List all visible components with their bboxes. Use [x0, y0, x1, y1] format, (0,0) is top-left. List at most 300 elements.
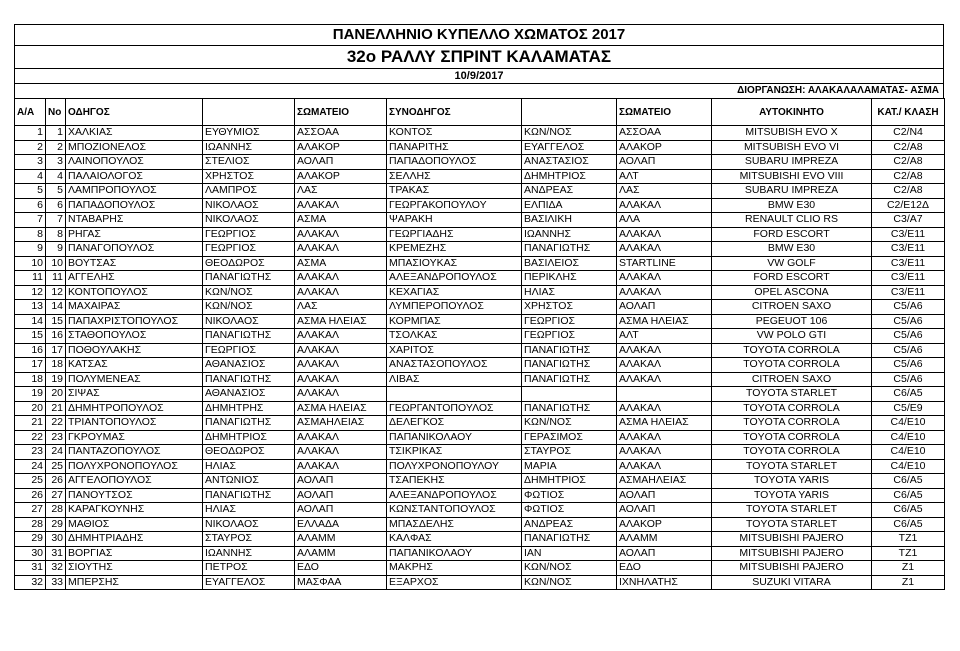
- cell-driver-club: ΛΑΣ: [295, 184, 387, 199]
- cell-car: CITROEN SAXO: [712, 300, 872, 315]
- table-row: [15, 532, 945, 547]
- cell-driver-firstname: ΝΙΚΟΛΑΟΣ: [203, 213, 295, 228]
- cell-codriver-club: ΑΟΛΑΠ: [617, 546, 712, 561]
- cell-aa: 14: [15, 314, 46, 329]
- cell-no: 3: [46, 155, 66, 170]
- cell-driver-surname: ΚΑΡΑΓΚΟΥΝΗΣ: [66, 503, 203, 518]
- cell-codriver-firstname: ΦΩΤΙΟΣ: [522, 503, 617, 518]
- cell-no: 10: [46, 256, 66, 271]
- cell-codriver-firstname: ΠΑΝΑΓΙΩΤΗΣ: [522, 242, 617, 257]
- col-header-codriver: ΣΥΝΟΔΗΓΟΣ: [387, 99, 522, 126]
- cell-driver-club: ΕΔΟ: [295, 561, 387, 576]
- cell-driver-surname: ΝΤΑΒΑΡΗΣ: [66, 213, 203, 228]
- col-header-driver-firstname: [203, 99, 295, 126]
- cell-class: C6/A5: [872, 517, 945, 532]
- cell-driver-firstname: ΗΛΙΑΣ: [203, 503, 295, 518]
- cell-codriver-club: ΕΔΟ: [617, 561, 712, 576]
- cell-class: C5/A6: [872, 372, 945, 387]
- cell-no: 7: [46, 213, 66, 228]
- cell-class: C3/A7: [872, 213, 945, 228]
- table-row: [15, 488, 945, 503]
- cell-codriver-club: ΑΛΑΚΑΛ: [617, 372, 712, 387]
- cell-codriver-club: ΑΟΛΑΠ: [617, 503, 712, 518]
- table-row: [15, 445, 945, 460]
- cell-codriver-firstname: ΣΤΑΥΡΟΣ: [522, 445, 617, 460]
- cell-codriver-firstname: ΠΑΝΑΓΙΩΤΗΣ: [522, 358, 617, 373]
- col-header-driver: ΟΔΗΓΟΣ: [66, 99, 203, 126]
- cell-codriver-surname: ΑΛΕΞΑΝΔΡΟΠΟΥΛΟΣ: [387, 271, 522, 286]
- cell-car: TOYOTA STARLET: [712, 459, 872, 474]
- cell-codriver-club: ΑΟΛΑΠ: [617, 300, 712, 315]
- table-row: [15, 474, 945, 489]
- cell-car: TOYOTA STARLET: [712, 503, 872, 518]
- cell-codriver-surname: ΚΑΛΦΑΣ: [387, 532, 522, 547]
- cell-no: 16: [46, 329, 66, 344]
- cell-driver-firstname: ΙΩΑΝΝΗΣ: [203, 546, 295, 561]
- cell-car: TOYOTA YARIS: [712, 474, 872, 489]
- cell-driver-firstname: ΓΕΩΡΓΙΟΣ: [203, 227, 295, 242]
- cell-driver-surname: ΣΙΟΥΤΗΣ: [66, 561, 203, 576]
- cell-class: C5/A6: [872, 358, 945, 373]
- cell-codriver-surname: ΕΞΑΡΧΟΣ: [387, 575, 522, 590]
- cell-driver-surname: ΒΟΥΤΣΑΣ: [66, 256, 203, 271]
- cell-car: VW POLO GTI: [712, 329, 872, 344]
- cell-driver-firstname: ΣΤΕΛΙΟΣ: [203, 155, 295, 170]
- cell-aa: 24: [15, 459, 46, 474]
- table-row: [15, 387, 945, 402]
- table-body: [15, 126, 945, 590]
- cell-codriver-surname: ΚΩΝΣΤΑΝΤΟΠΟΥΛΟΣ: [387, 503, 522, 518]
- cell-no: 8: [46, 227, 66, 242]
- table-row: [15, 546, 945, 561]
- title-block: [14, 24, 944, 84]
- cell-driver-firstname: ΧΡΗΣΤΟΣ: [203, 169, 295, 184]
- cell-class: C5/A6: [872, 329, 945, 344]
- cell-aa: 21: [15, 416, 46, 431]
- cell-no: 18: [46, 358, 66, 373]
- cell-codriver-firstname: ΔΗΜΗΤΡΙΟΣ: [522, 474, 617, 489]
- cell-driver-surname: ΔΗΜΗΤΡΙΑΔΗΣ: [66, 532, 203, 547]
- cell-codriver-club: STARTLINE: [617, 256, 712, 271]
- cell-driver-club: ΑΟΛΑΠ: [295, 474, 387, 489]
- cell-codriver-firstname: ΕΥΑΓΓΕΛΟΣ: [522, 140, 617, 155]
- cell-codriver-firstname: ΜΑΡΙΑ: [522, 459, 617, 474]
- cell-codriver-club: ΑΛΑΚΑΛ: [617, 227, 712, 242]
- cell-driver-surname: ΛΑΜΠΡΟΠΟΥΛΟΣ: [66, 184, 203, 199]
- cell-driver-club: ΑΛΑΜΜ: [295, 546, 387, 561]
- cell-driver-club: ΑΛΑΚΑΛ: [295, 445, 387, 460]
- cell-codriver-surname: ΛΥΜΠΕΡΟΠΟΥΛΟΣ: [387, 300, 522, 315]
- cell-codriver-club: ΑΛΑ: [617, 213, 712, 228]
- cell-aa: 10: [15, 256, 46, 271]
- cell-driver-firstname: ΛΑΜΠΡΟΣ: [203, 184, 295, 199]
- cell-codriver-firstname: ΑΝΑΣΤΑΣΙΟΣ: [522, 155, 617, 170]
- table-row: [15, 169, 945, 184]
- cell-no: 27: [46, 488, 66, 503]
- event-title: 32ο ΡΑΛΛΥ ΣΠΡΙΝΤ ΚΑΛΑΜΑΤΑΣ: [15, 46, 943, 69]
- cell-codriver-club: ΑΛΑΚΑΛ: [617, 430, 712, 445]
- cell-codriver-surname: ΠΑΠΑΝΙΚΟΛΑΟΥ: [387, 546, 522, 561]
- cell-class: C3/E11: [872, 256, 945, 271]
- cell-no: 14: [46, 300, 66, 315]
- cell-aa: 4: [15, 169, 46, 184]
- cell-codriver-firstname: ΚΩΝ/ΝΟΣ: [522, 561, 617, 576]
- cell-aa: 1: [15, 126, 46, 141]
- cell-codriver-surname: ΤΣΑΠΕΚΗΣ: [387, 474, 522, 489]
- cell-driver-club: ΑΛΑΚΑΛ: [295, 430, 387, 445]
- table-row: [15, 329, 945, 344]
- cell-driver-firstname: ΓΕΩΡΓΙΟΣ: [203, 242, 295, 257]
- cell-driver-club: ΑΛΑΚΑΛ: [295, 242, 387, 257]
- cell-class: C4/E10: [872, 445, 945, 460]
- cell-driver-club: ΑΣΜΑ: [295, 213, 387, 228]
- cell-codriver-firstname: ΙΑΝ: [522, 546, 617, 561]
- cell-codriver-club: ΑΛΤ: [617, 329, 712, 344]
- cell-codriver-surname: ΚΕΧΑΓΙΑΣ: [387, 285, 522, 300]
- cell-codriver-surname: ΣΕΛΛΗΣ: [387, 169, 522, 184]
- cell-driver-firstname: ΙΩΑΝΝΗΣ: [203, 140, 295, 155]
- cell-driver-firstname: ΣΤΑΥΡΟΣ: [203, 532, 295, 547]
- cell-driver-firstname: ΚΩΝ/ΝΟΣ: [203, 285, 295, 300]
- cell-codriver-surname: ΛΙΒΑΣ: [387, 372, 522, 387]
- cell-car: MITSUBISH EVO X: [712, 126, 872, 141]
- cell-codriver-firstname: ΓΕΡΑΣΙΜΟΣ: [522, 430, 617, 445]
- cell-codriver-club: ΙΧΝΗΛΑΤΗΣ: [617, 575, 712, 590]
- cell-car: MITSUBISHI PAJERO: [712, 561, 872, 576]
- table-row: [15, 285, 945, 300]
- cell-codriver-surname: ΑΛΕΞΑΝΔΡΟΠΟΥΛΟΣ: [387, 488, 522, 503]
- cell-driver-surname: ΠΑΝΤΑΖΟΠΟΥΛΟΣ: [66, 445, 203, 460]
- cell-car: TOYOTA STARLET: [712, 387, 872, 402]
- cell-codriver-club: ΑΣΜΑ ΗΛΕΙΑΣ: [617, 416, 712, 431]
- col-header-codriver-firstname: [522, 99, 617, 126]
- cell-codriver-club: ΑΣΜΑΗΛΕΙΑΣ: [617, 474, 712, 489]
- cell-codriver-firstname: ΒΑΣΙΛΙΚΗ: [522, 213, 617, 228]
- cell-driver-club: ΑΛΑΜΜ: [295, 532, 387, 547]
- entry-list-sheet: [14, 24, 944, 590]
- cell-codriver-surname: ΨΑΡΑΚΗ: [387, 213, 522, 228]
- cell-codriver-surname: ΠΑΝΑΡΙΤΗΣ: [387, 140, 522, 155]
- cell-driver-surname: ΜΑΧΑΙΡΑΣ: [66, 300, 203, 315]
- cell-car: TOYOTA YARIS: [712, 488, 872, 503]
- cell-codriver-firstname: ΕΛΠΙΔΑ: [522, 198, 617, 213]
- cell-class: C6/A5: [872, 488, 945, 503]
- cell-driver-surname: ΜΑΘΙΟΣ: [66, 517, 203, 532]
- cell-driver-firstname: ΓΕΩΡΓΙΟΣ: [203, 343, 295, 358]
- table-row: [15, 358, 945, 373]
- cell-car: OPEL ASCONA: [712, 285, 872, 300]
- cell-driver-firstname: ΠΑΝΑΓΙΩΤΗΣ: [203, 416, 295, 431]
- table-row: [15, 256, 945, 271]
- cell-driver-surname: ΣΤΑΘΟΠΟΥΛΟΣ: [66, 329, 203, 344]
- col-header-codriver-club: ΣΩΜΑΤΕΙΟ: [617, 99, 712, 126]
- cell-driver-club: ΑΛΑΚΑΛ: [295, 387, 387, 402]
- cell-no: 5: [46, 184, 66, 199]
- cell-class: C6/A5: [872, 503, 945, 518]
- cell-aa: 29: [15, 532, 46, 547]
- cell-class: TZ1: [872, 546, 945, 561]
- cell-codriver-surname: ΧΑΡΙΤΟΣ: [387, 343, 522, 358]
- event-date: 10/9/2017: [15, 69, 943, 84]
- cell-codriver-club: ΑΟΛΑΠ: [617, 488, 712, 503]
- cell-car: MITSUBISHI PAJERO: [712, 532, 872, 547]
- cell-no: 6: [46, 198, 66, 213]
- cell-no: 4: [46, 169, 66, 184]
- table-header-row: [15, 99, 945, 126]
- cell-driver-surname: ΠΟΛΥΧΡΟΝΟΠΟΥΛΟΣ: [66, 459, 203, 474]
- cell-class: C2/A8: [872, 184, 945, 199]
- cell-codriver-surname: [387, 387, 522, 402]
- cell-no: 2: [46, 140, 66, 155]
- cell-codriver-club: ΑΛΑΜΜ: [617, 532, 712, 547]
- cell-car: SUZUKI VITARA: [712, 575, 872, 590]
- cell-driver-club: ΑΛΑΚΑΛ: [295, 459, 387, 474]
- cell-class: C2/N4: [872, 126, 945, 141]
- cell-aa: 11: [15, 271, 46, 286]
- cell-driver-surname: ΣΙΨΑΣ: [66, 387, 203, 402]
- cell-codriver-surname: ΜΠΑΣΙΟΥΚΑΣ: [387, 256, 522, 271]
- cell-no: 24: [46, 445, 66, 460]
- cell-car: MITSUBISHI EVO VIII: [712, 169, 872, 184]
- cell-codriver-firstname: ΠΕΡΙΚΛΗΣ: [522, 271, 617, 286]
- cell-codriver-club: ΑΛΑΚΑΛ: [617, 358, 712, 373]
- cell-class: C2/A8: [872, 140, 945, 155]
- cell-class: C3/E11: [872, 227, 945, 242]
- table-row: [15, 343, 945, 358]
- cell-driver-club: ΜΑΣΦΑΑ: [295, 575, 387, 590]
- cell-codriver-firstname: ΧΡΗΣΤΟΣ: [522, 300, 617, 315]
- cell-driver-club: ΑΟΛΑΠ: [295, 503, 387, 518]
- col-header-car: ΑΥΤΟΚΙΝΗΤΟ: [712, 99, 872, 126]
- table-row: [15, 140, 945, 155]
- cell-driver-surname: ΠΑΠΑΧΡΙΣΤΟΠΟΥΛΟΣ: [66, 314, 203, 329]
- cell-class: C6/A5: [872, 474, 945, 489]
- cell-codriver-firstname: ΦΩΤΙΟΣ: [522, 488, 617, 503]
- cell-driver-club: ΛΑΣ: [295, 300, 387, 315]
- cell-codriver-surname: ΤΡΑΚΑΣ: [387, 184, 522, 199]
- cell-codriver-firstname: ΠΑΝΑΓΙΩΤΗΣ: [522, 343, 617, 358]
- cell-aa: 26: [15, 488, 46, 503]
- cell-car: TOYOTA CORROLA: [712, 358, 872, 373]
- cell-driver-firstname: ΕΥΑΓΓΕΛΟΣ: [203, 575, 295, 590]
- cell-driver-club: ΑΛΑΚΑΛ: [295, 271, 387, 286]
- cell-driver-club: ΑΣΣΟΑΑ: [295, 126, 387, 141]
- cell-driver-club: ΑΣΜΑ: [295, 256, 387, 271]
- cell-car: BMW E30: [712, 242, 872, 257]
- cell-codriver-club: [617, 387, 712, 402]
- cell-driver-surname: ΠΑΠΑΔΟΠΟΥΛΟΣ: [66, 198, 203, 213]
- cell-codriver-surname: ΤΣΟΛΚΑΣ: [387, 329, 522, 344]
- cell-codriver-surname: ΚΟΡΜΠΑΣ: [387, 314, 522, 329]
- table-row: [15, 416, 945, 431]
- cell-codriver-surname: ΚΡΕΜΕΖΗΣ: [387, 242, 522, 257]
- cell-driver-firstname: ΕΥΘΥΜΙΟΣ: [203, 126, 295, 141]
- cell-codriver-surname: ΠΟΛΥΧΡΟΝΟΠΟΥΛΟΥ: [387, 459, 522, 474]
- cell-driver-firstname: ΑΝΤΩΝΙΟΣ: [203, 474, 295, 489]
- cell-codriver-firstname: ΚΩΝ/ΝΟΣ: [522, 575, 617, 590]
- cell-class: C2/E12Δ: [872, 198, 945, 213]
- col-header-aa: Α/Α: [15, 99, 46, 126]
- cell-driver-firstname: ΘΕΟΔΩΡΟΣ: [203, 256, 295, 271]
- cell-codriver-surname: ΓΕΩΡΓΑΝΤΟΠΟΥΛΟΣ: [387, 401, 522, 416]
- cell-codriver-surname: ΓΕΩΡΓΑΚΟΠΟΥΛΟΥ: [387, 198, 522, 213]
- cell-driver-surname: ΤΡΙΑΝΤΟΠΟΥΛΟΣ: [66, 416, 203, 431]
- cell-driver-surname: ΚΟΝΤΟΠΟΥΛΟΣ: [66, 285, 203, 300]
- cell-driver-firstname: ΝΙΚΟΛΑΟΣ: [203, 314, 295, 329]
- cell-driver-firstname: ΠΑΝΑΓΙΩΤΗΣ: [203, 329, 295, 344]
- cell-driver-firstname: ΠΑΝΑΓΙΩΤΗΣ: [203, 271, 295, 286]
- cell-driver-firstname: ΝΙΚΟΛΑΟΣ: [203, 198, 295, 213]
- cell-codriver-surname: ΚΟΝΤΟΣ: [387, 126, 522, 141]
- cell-no: 9: [46, 242, 66, 257]
- cell-aa: 19: [15, 387, 46, 402]
- cell-driver-club: ΑΣΜΑ ΗΛΕΙΑΣ: [295, 401, 387, 416]
- cell-no: 22: [46, 416, 66, 431]
- cell-driver-surname: ΠΑΝΟΥΤΣΟΣ: [66, 488, 203, 503]
- cell-car: MITSUBISHI PAJERO: [712, 546, 872, 561]
- cell-aa: 16: [15, 343, 46, 358]
- cell-driver-surname: ΠΟΘΟΥΛΑΚΗΣ: [66, 343, 203, 358]
- cell-no: 11: [46, 271, 66, 286]
- cell-no: 33: [46, 575, 66, 590]
- cell-no: 17: [46, 343, 66, 358]
- cell-no: 29: [46, 517, 66, 532]
- cell-codriver-firstname: ΙΩΑΝΝΗΣ: [522, 227, 617, 242]
- cell-car: SUBARU IMPREZA: [712, 184, 872, 199]
- cell-driver-firstname: ΘΕΟΔΩΡΟΣ: [203, 445, 295, 460]
- cell-car: RENAULT CLIO RS: [712, 213, 872, 228]
- cell-aa: 7: [15, 213, 46, 228]
- cell-aa: 17: [15, 358, 46, 373]
- cell-car: TOYOTA CORROLA: [712, 445, 872, 460]
- cell-driver-club: ΑΛΑΚΑΛ: [295, 329, 387, 344]
- cell-car: TOYOTA STARLET: [712, 517, 872, 532]
- cell-class: TZ1: [872, 532, 945, 547]
- table-row: [15, 213, 945, 228]
- cell-codriver-firstname: ΠΑΝΑΓΙΩΤΗΣ: [522, 532, 617, 547]
- cell-codriver-surname: ΜΠΑΣΔΕΛΗΣ: [387, 517, 522, 532]
- cell-codriver-firstname: ΔΗΜΗΤΡΙΟΣ: [522, 169, 617, 184]
- cell-car: BMW E30: [712, 198, 872, 213]
- cell-driver-surname: ΠΟΛΥΜΕΝΕΑΣ: [66, 372, 203, 387]
- table-row: [15, 314, 945, 329]
- cell-driver-club: ΑΛΑΚΑΛ: [295, 285, 387, 300]
- cell-codriver-firstname: ΗΛΙΑΣ: [522, 285, 617, 300]
- cell-car: SUBARU IMPREZA: [712, 155, 872, 170]
- cell-aa: 15: [15, 329, 46, 344]
- cell-driver-club: ΑΟΛΑΠ: [295, 488, 387, 503]
- cell-codriver-club: ΑΛΑΚΑΛ: [617, 242, 712, 257]
- document-title: ΠΑΝΕΛΛΗΝΙΟ ΚΥΠΕΛΛΟ ΧΩΜΑΤΟΣ 2017: [15, 25, 943, 46]
- cell-class: C5/A6: [872, 300, 945, 315]
- cell-codriver-firstname: ΑΝΔΡΕΑΣ: [522, 517, 617, 532]
- cell-driver-club: ΑΛΑΚΑΛ: [295, 227, 387, 242]
- cell-aa: 6: [15, 198, 46, 213]
- cell-driver-surname: ΚΑΤΣΑΣ: [66, 358, 203, 373]
- cell-driver-surname: ΒΟΡΓΙΑΣ: [66, 546, 203, 561]
- cell-driver-firstname: ΔΗΜΗΤΡΗΣ: [203, 401, 295, 416]
- cell-driver-surname: ΠΑΝΑΓΟΠΟΥΛΟΣ: [66, 242, 203, 257]
- cell-driver-club: ΑΛΑΚΑΛ: [295, 343, 387, 358]
- cell-codriver-club: ΑΛΑΚΑΛ: [617, 343, 712, 358]
- cell-codriver-club: ΑΛΑΚΑΛ: [617, 198, 712, 213]
- cell-car: TOYOTA CORROLA: [712, 416, 872, 431]
- cell-driver-surname: ΛΑΙΝΟΠΟΥΛΟΣ: [66, 155, 203, 170]
- cell-class: Z1: [872, 561, 945, 576]
- cell-no: 21: [46, 401, 66, 416]
- cell-codriver-club: ΑΟΛΑΠ: [617, 155, 712, 170]
- cell-driver-surname: ΑΓΓΕΛΗΣ: [66, 271, 203, 286]
- cell-codriver-surname: ΓΕΩΡΓΙΑΔΗΣ: [387, 227, 522, 242]
- cell-driver-club: ΑΟΛΑΠ: [295, 155, 387, 170]
- cell-driver-firstname: ΚΩΝ/ΝΟΣ: [203, 300, 295, 315]
- cell-class: Z1: [872, 575, 945, 590]
- cell-no: 31: [46, 546, 66, 561]
- cell-aa: 13: [15, 300, 46, 315]
- cell-codriver-club: ΑΣΜΑ ΗΛΕΙΑΣ: [617, 314, 712, 329]
- cell-class: C2/A8: [872, 155, 945, 170]
- cell-no: 32: [46, 561, 66, 576]
- cell-no: 26: [46, 474, 66, 489]
- entry-table: [14, 98, 945, 590]
- cell-car: TOYOTA CORROLA: [712, 430, 872, 445]
- cell-driver-club: ΑΛΑΚΑΛ: [295, 198, 387, 213]
- cell-car: PEGEUOT 106: [712, 314, 872, 329]
- cell-car: CITROEN SAXO: [712, 372, 872, 387]
- table-row: [15, 198, 945, 213]
- cell-driver-firstname: ΠΑΝΑΓΙΩΤΗΣ: [203, 372, 295, 387]
- cell-driver-surname: ΑΓΓΕΛΟΠΟΥΛΟΣ: [66, 474, 203, 489]
- cell-driver-firstname: ΝΙΚΟΛΑΟΣ: [203, 517, 295, 532]
- cell-class: C5/A6: [872, 343, 945, 358]
- cell-class: C6/A5: [872, 387, 945, 402]
- col-header-driver-club: ΣΩΜΑΤΕΙΟ: [295, 99, 387, 126]
- cell-codriver-club: ΑΛΑΚΑΛ: [617, 271, 712, 286]
- cell-codriver-firstname: ΚΩΝ/ΝΟΣ: [522, 416, 617, 431]
- cell-car: VW GOLF: [712, 256, 872, 271]
- cell-class: C4/E10: [872, 459, 945, 474]
- cell-class: C4/E10: [872, 416, 945, 431]
- cell-car: TOYOTA CORROLA: [712, 343, 872, 358]
- table-row: [15, 184, 945, 199]
- table-row: [15, 503, 945, 518]
- cell-aa: 31: [15, 561, 46, 576]
- cell-codriver-club: ΑΛΤ: [617, 169, 712, 184]
- table-row: [15, 517, 945, 532]
- cell-driver-firstname: ΑΘΑΝΑΣΙΟΣ: [203, 358, 295, 373]
- table-row: [15, 459, 945, 474]
- cell-no: 30: [46, 532, 66, 547]
- table-row: [15, 401, 945, 416]
- cell-driver-surname: ΜΠΕΡΣΗΣ: [66, 575, 203, 590]
- cell-aa: 25: [15, 474, 46, 489]
- cell-driver-firstname: ΠΑΝΑΓΙΩΤΗΣ: [203, 488, 295, 503]
- cell-codriver-surname: ΑΝΑΣΤΑΣΟΠΟΥΛΟΣ: [387, 358, 522, 373]
- cell-class: C3/E11: [872, 242, 945, 257]
- cell-codriver-club: ΑΛΑΚΑΛ: [617, 285, 712, 300]
- table-row: [15, 561, 945, 576]
- cell-car: FORD ESCORT: [712, 227, 872, 242]
- cell-no: 25: [46, 459, 66, 474]
- cell-codriver-firstname: ΓΕΩΡΓΙΟΣ: [522, 314, 617, 329]
- table-row: [15, 430, 945, 445]
- table-row: [15, 227, 945, 242]
- cell-codriver-club: ΑΣΣΟΑΑ: [617, 126, 712, 141]
- cell-codriver-firstname: ΑΝΔΡΕΑΣ: [522, 184, 617, 199]
- cell-aa: 28: [15, 517, 46, 532]
- cell-codriver-club: ΑΛΑΚΑΛ: [617, 459, 712, 474]
- cell-codriver-club: ΑΛΑΚΑΛ: [617, 445, 712, 460]
